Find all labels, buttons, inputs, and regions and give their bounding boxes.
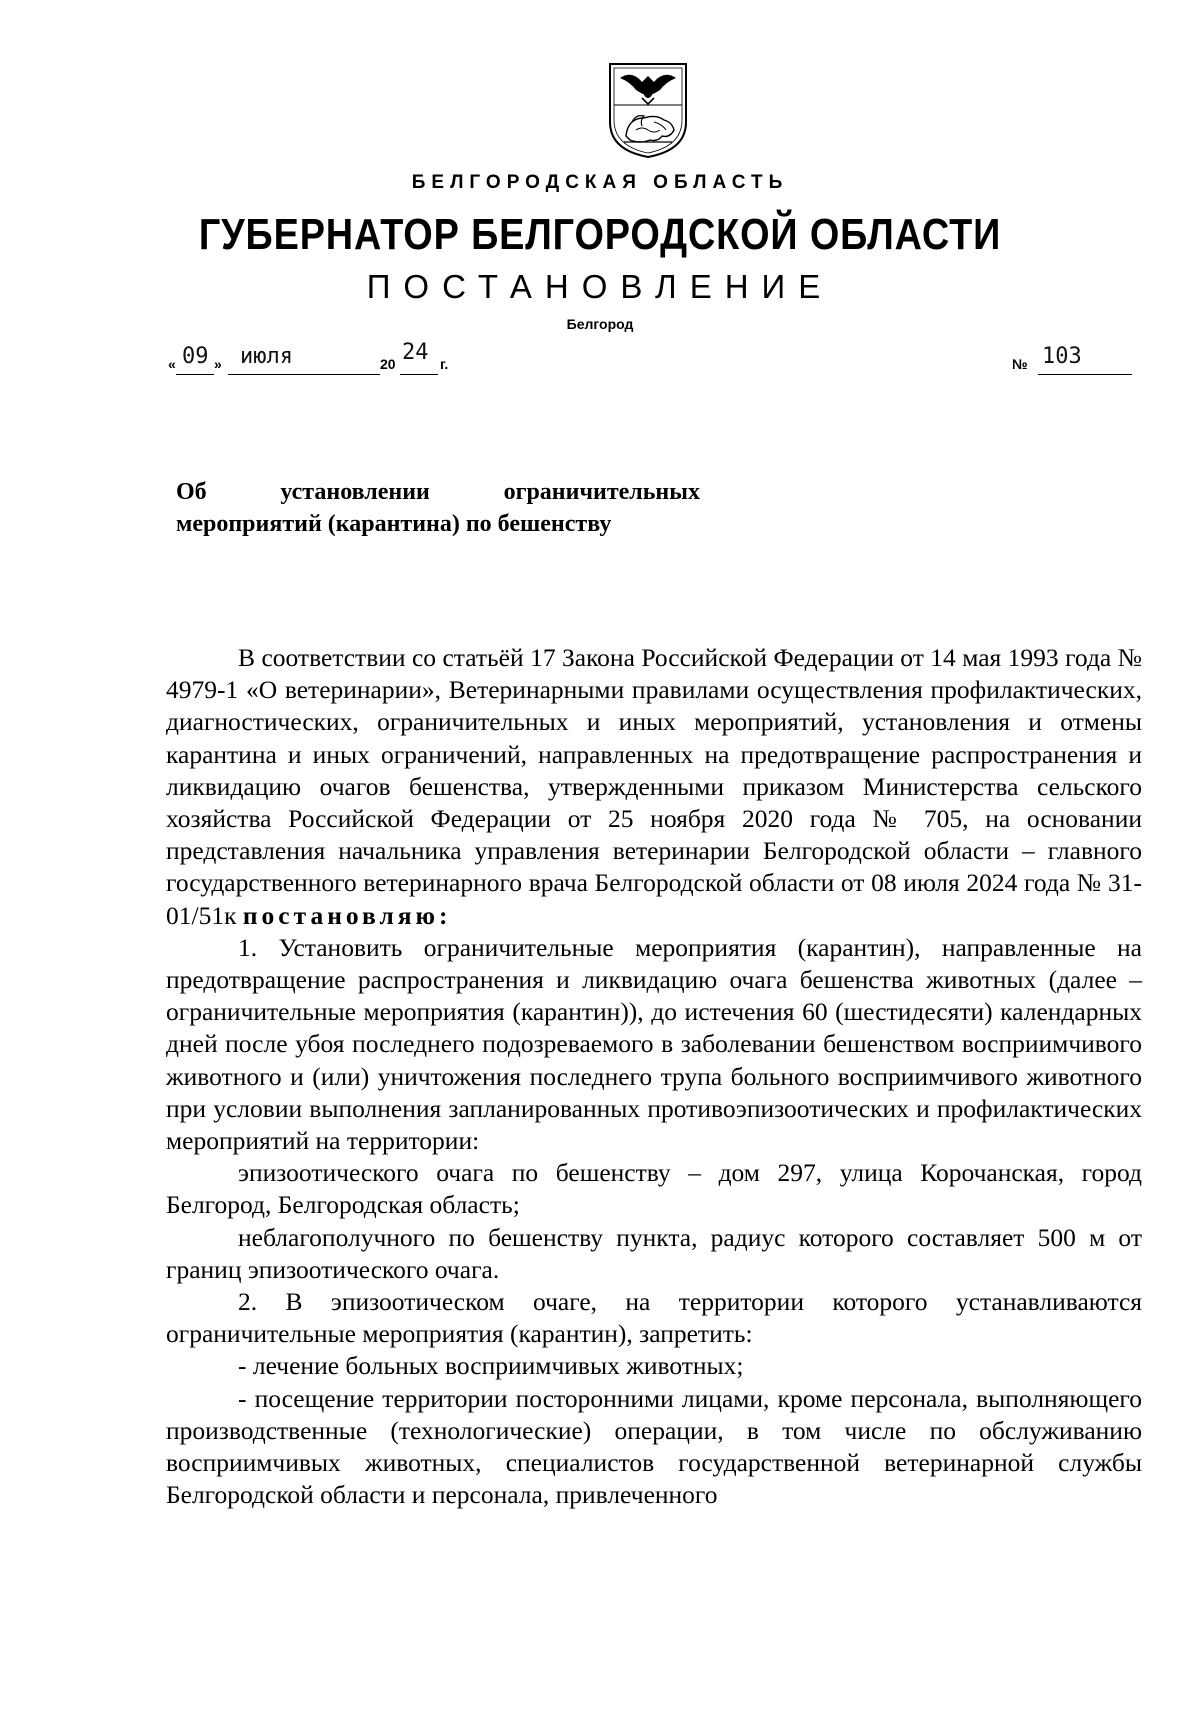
- date-year-prefix: 20: [380, 356, 396, 372]
- coat-of-arms-emblem: [606, 60, 690, 160]
- title-line-2: мероприятий (карантина) по бешенству: [176, 511, 612, 537]
- coat-of-arms-icon: [606, 60, 690, 160]
- number-underline: [1038, 374, 1132, 375]
- date-year-mark: г.: [440, 356, 449, 372]
- paragraph-1b: неблагополучного по бешенству пункта, радиус которого составляет 500 м от границ эпизоотического очага.: [166, 1222, 1142, 1284]
- document-title: [176, 476, 700, 540]
- date-month-underline: [228, 374, 380, 375]
- date-year-suffix: 24: [402, 340, 429, 365]
- date-day-underline: [176, 374, 214, 375]
- preamble-text: В соответствии со статьёй 17 Закона Российской Федерации от 14 мая 1993 года № 4979-1 «О ветеринарии», Ветеринарными правилами осуществления профилактических, диагностических, ограничительных и иных мероприятий, установления и отмены карантина и иных ограничений, направленных на предотвращение распространения и ликвидацию очагов бешенства, утвержденными приказом Министерства сельского хозяйства Российской Федерации от 25 ноября 2020 года № 705, на основании представления начальника управления ветеринарии Белгородской области – главного государственного ветеринарного врача Белгородской области от 08 июля 2024 года № 31-01/51к: [166, 643, 1142, 930]
- governor-heading: ГУБЕРНАТОР БЕЛГОРОДСКОЙ ОБЛАСТИ: [198, 210, 1002, 259]
- date-open-quote: «: [168, 356, 176, 372]
- date-close-quote: »: [214, 356, 222, 372]
- document-type-heading: ПОСТАНОВЛЕНИЕ: [366, 268, 834, 305]
- decree-word: постановляю:: [242, 900, 452, 930]
- paragraph-2a: - лечение больных восприимчивых животных;: [238, 1351, 744, 1381]
- paragraph-2b: - посещение территории посторонними лицами, кроме персонала, выполняющего производственные (технологические) операции, в том числе по обслуживанию восприимчивых животных, специалистов государственной ветеринарной службы Белгородской области и персонала, привлеченного: [166, 1383, 1142, 1510]
- document-body: [166, 642, 1142, 1511]
- number-value: 103: [1042, 344, 1082, 369]
- region-heading: БЕЛГОРОДСКАЯ ОБЛАСТЬ: [411, 172, 789, 193]
- paragraph-2: 2. В эпизоотическом очаге, на территории которого устанавливаются ограничительные мероприятия (карантин), запретить:: [166, 1287, 1142, 1349]
- city-label: Белгород: [566, 316, 634, 332]
- paragraph-1: 1. Установить ограничительные мероприятия (карантин), направленные на предотвращение распространения и ликвидацию очага бешенства животных (далее – ограничительные мероприятия (карантин)), до истечения 60 (шестидесяти) календарных дней после убоя последнего подозреваемого в заболевании бешенством восприимчивого животного и (или) уничтожения последнего трупа больного восприимчивого животного при условии выполнения запланированных противоэпизоотических и профилактических мероприятий на территории:: [166, 932, 1142, 1156]
- date-year-underline: [400, 374, 438, 375]
- date-day: 09: [182, 344, 209, 369]
- number-label: №: [1012, 356, 1028, 372]
- title-line-1: Об установлении ограничительных: [176, 479, 700, 505]
- date-month: июля: [240, 344, 293, 369]
- paragraph-1a: эпизоотического очага по бешенству – дом 297, улица Корочанская, город Белгород, Белгородская область;: [166, 1158, 1142, 1220]
- preamble-paragraph: [166, 642, 1142, 932]
